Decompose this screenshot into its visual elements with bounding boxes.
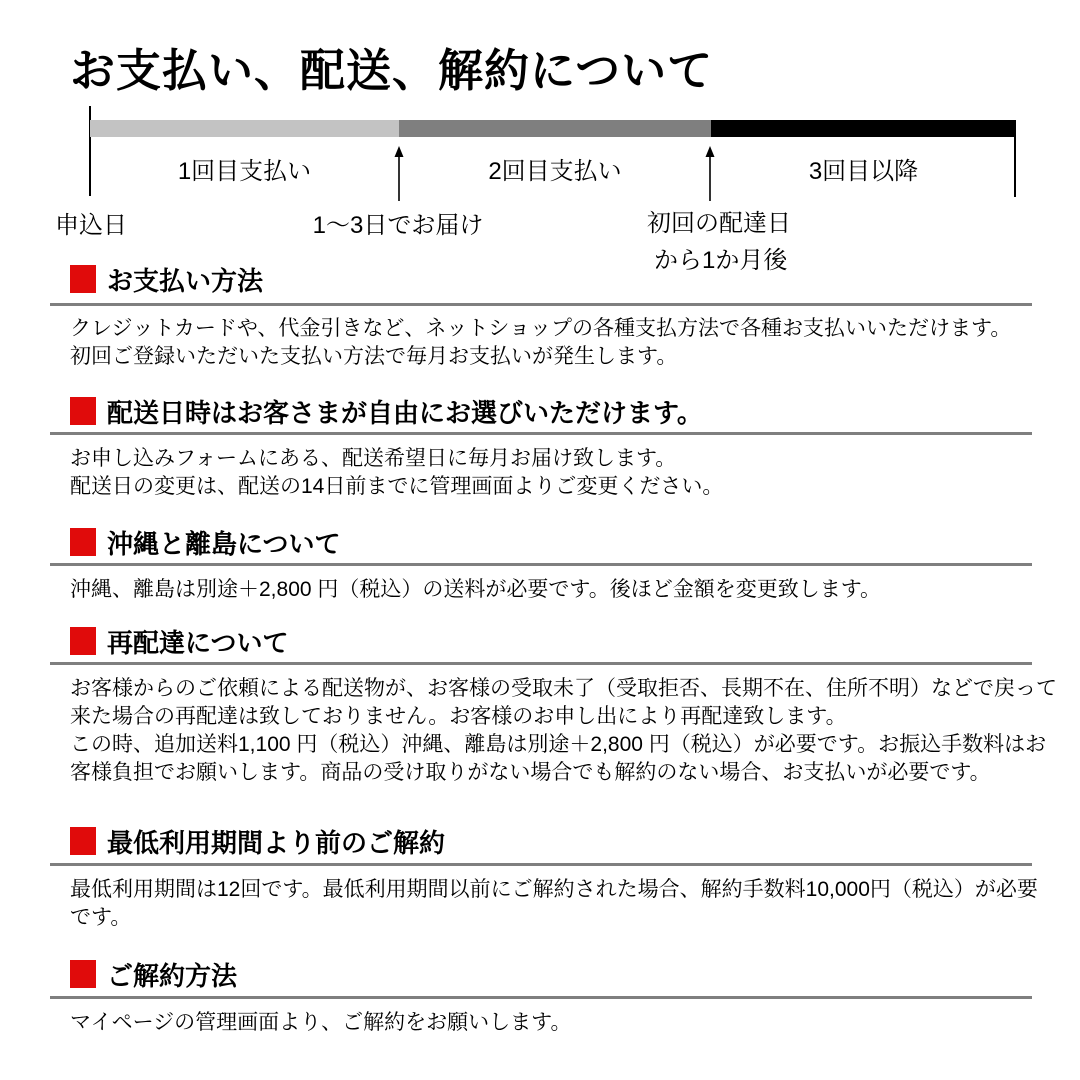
section-heading: 再配達について (107, 627, 289, 658)
section-body (50, 675, 1057, 787)
body-line: です。 (70, 906, 132, 929)
section-early-cancellation (50, 826, 1038, 932)
section-cancellation-method (50, 959, 1032, 1037)
section-heading-row (50, 527, 1032, 557)
section-heading-row (50, 396, 1032, 426)
section-body (50, 315, 1032, 371)
section-heading-row (50, 626, 1032, 656)
milestone-line1: 初回の配達日 (647, 210, 791, 237)
section-divider (50, 432, 1032, 435)
section-body (50, 576, 1032, 604)
timeline-label-first-payment: 1回目支払い (177, 158, 312, 185)
red-square-bullet-icon (70, 528, 96, 556)
section-divider (50, 863, 1032, 866)
body-line: 最低利用期間は12回です。最低利用期間以前にご解約された場合、解約手数料10,000円（税込）が必要 (70, 878, 1038, 901)
section-divider (50, 996, 1032, 999)
red-square-bullet-icon (70, 960, 96, 988)
section-redelivery (50, 626, 1057, 787)
body-line: 来た場合の再配達は致しておりません。お客様のお申し出により再配達致します。 (70, 705, 847, 728)
timeline-label-third-onward: 3回目以降 (808, 158, 919, 185)
body-line: クレジットカードや、代金引きなど、ネットショップの各種支払方法で各種お支払いいただけます。 (70, 317, 1012, 340)
section-heading-row (50, 959, 1032, 989)
body-line: 沖縄、離島は別途＋2,800 円（税込）の送料が必要です。後ほど金額を変更致します。 (70, 578, 882, 601)
red-square-bullet-icon (70, 397, 96, 425)
timeline-segment-first-payment (90, 120, 399, 137)
timeline-segment-second-payment (399, 120, 711, 137)
body-line: 初回ご登録いただいた支払い方法で毎月お支払いが発生します。 (70, 345, 678, 368)
timeline-bar (90, 120, 1016, 137)
milestone-delivery-1-3-days: 1～3日でお届け (312, 212, 484, 239)
body-line: マイページの管理画面より、ご解約をお願いします。 (70, 1011, 572, 1034)
timeline-label-second-payment: 2回目支払い (488, 158, 622, 185)
section-delivery-date (50, 396, 1032, 501)
section-body (50, 876, 1038, 932)
section-body (50, 445, 1032, 501)
timeline-segment-third-onward (711, 120, 1016, 137)
section-payment-method (50, 264, 1032, 371)
red-square-bullet-icon (70, 627, 96, 655)
body-line: 配送日の変更は、配送の14日前までに管理画面よりご変更ください。 (70, 475, 724, 498)
up-arrow-icon (392, 146, 406, 202)
red-square-bullet-icon (70, 827, 96, 855)
milestone-line2: から1か月後 (654, 247, 788, 274)
body-line: お客様からのご依頼による配送物が、お客様の受取未了（受取拒否、長期不在、住所不明）などで戻って (70, 677, 1057, 700)
section-divider (50, 303, 1032, 306)
section-heading: 沖縄と離島について (107, 528, 341, 559)
up-arrow-icon (703, 146, 717, 202)
section-divider (50, 662, 1032, 665)
section-heading: ご解約方法 (107, 960, 238, 991)
page-title: お支払い、配送、解約について (70, 45, 714, 96)
red-square-bullet-icon (70, 265, 96, 293)
section-okinawa-remote-islands (50, 527, 1032, 604)
body-line: この時、追加送料1,100 円（税込）沖縄、離島は別途＋2,800 円（税込）が必要です。お振込手数料はお (70, 733, 1047, 756)
section-divider (50, 563, 1032, 566)
section-body (50, 1009, 1032, 1037)
section-heading-row (50, 264, 1032, 294)
body-line: お申し込みフォームにある、配送希望日に毎月お届け致します。 (70, 447, 677, 470)
section-heading: 最低利用期間より前のご解約 (107, 827, 446, 858)
milestone-application-date: 申込日 (55, 212, 127, 239)
section-heading: 配送日時はお客さまが自由にお選びいただけます。 (107, 397, 703, 428)
section-heading: お支払い方法 (107, 265, 264, 296)
section-heading-row (50, 826, 1032, 856)
body-line: 客様負担でお願いします。商品の受け取りがない場合でも解約のない場合、お支払いが必要です。 (70, 761, 991, 784)
